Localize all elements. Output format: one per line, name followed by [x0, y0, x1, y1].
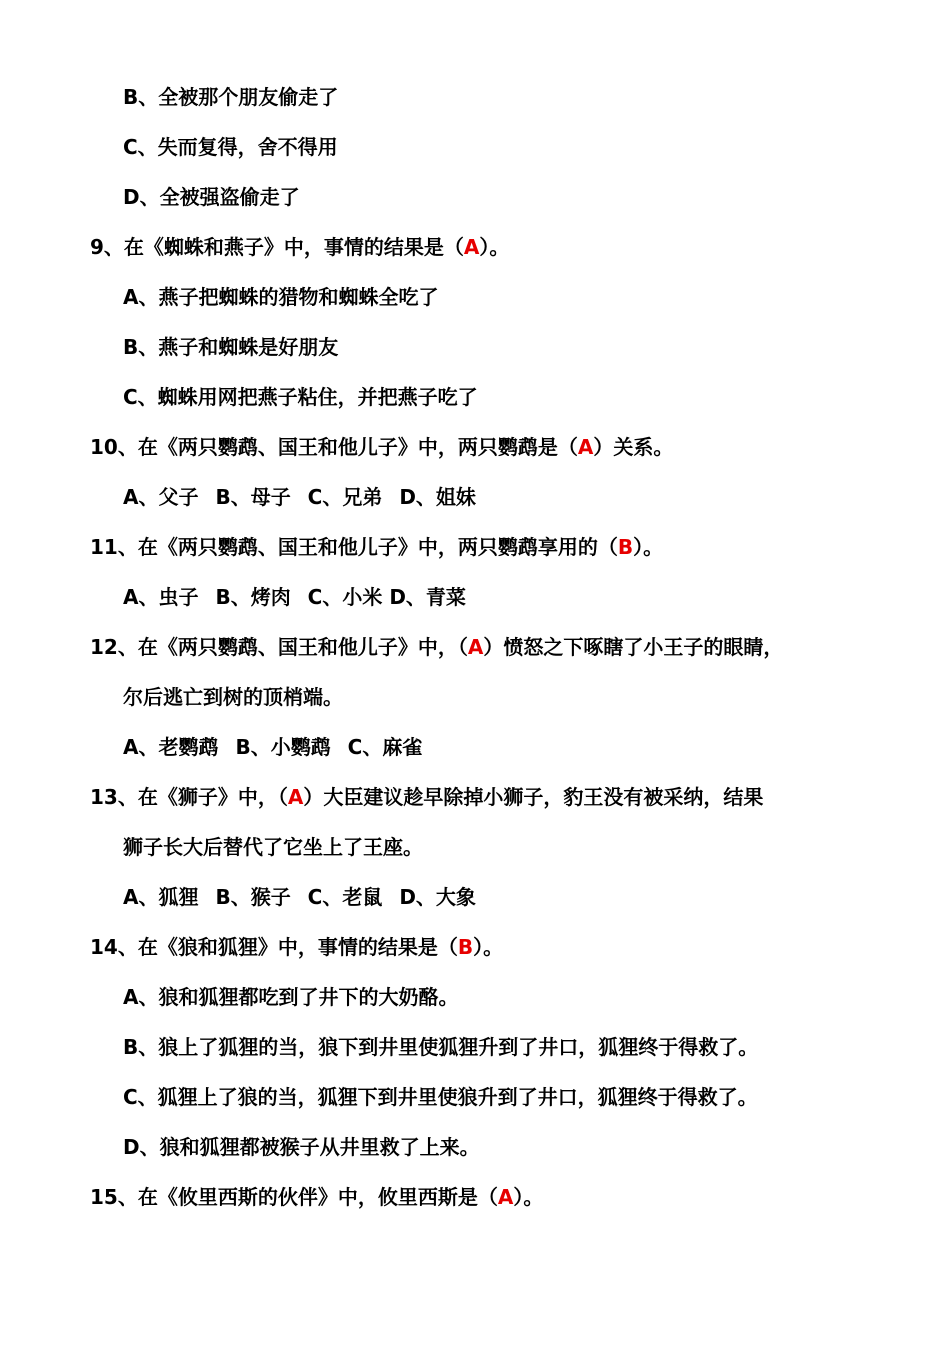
question-12-text: 12、在《两只鹦鹉、国王和他儿子》中，（ [90, 635, 468, 659]
q12-options [123, 733, 422, 761]
q13-option-c: C、老鼠 [307, 885, 383, 909]
question-13-suffix: ）大臣建议趁早除掉小狮子，豹王没有被采纳，结果 [303, 785, 764, 809]
q14-option-d: D、狼和狐狸都被猴子从井里救了上来。 [123, 1135, 480, 1159]
question-13-continuation: 狮子长大后替代了它坐上了王座。 [123, 835, 423, 859]
question-12 [90, 633, 783, 661]
q13-options [123, 883, 476, 911]
q12-option-a: A、老鹦鹉 [123, 735, 219, 759]
question-14-text: 14、在《狼和狐狸》中，事情的结果是（ [90, 935, 458, 959]
q9-option-b: B、燕子和蜘蛛是好朋友 [123, 335, 339, 359]
q11-option-a: A、虫子 [123, 585, 199, 609]
question-11-text: 11、在《两只鹦鹉、国王和他儿子》中，两只鹦鹉享用的（ [90, 535, 618, 559]
q11-options [123, 583, 466, 611]
question-14 [90, 933, 503, 961]
question-15 [90, 1183, 543, 1211]
question-15-answer: A [497, 1185, 514, 1209]
q9-option-a: A、燕子把蜘蛛的猎物和蜘蛛全吃了 [123, 285, 439, 309]
question-9-text: 9、在《蜘蛛和燕子》中，事情的结果是（ [90, 235, 464, 259]
question-15-text: 15、在《攸里西斯的伙伴》中，攸里西斯是（ [90, 1185, 498, 1209]
q8-option-b: B、全被那个朋友偷走了 [123, 85, 339, 109]
q14-option-c: C、狐狸上了狼的当，狐狸下到井里使狼升到了井口，狐狸终于得救了。 [123, 1085, 758, 1109]
q10-options [123, 483, 476, 511]
question-10 [90, 433, 673, 461]
q10-option-c: C、兄弟 [307, 485, 383, 509]
question-13-answer: A [287, 785, 304, 809]
question-12-continuation: 尔后逃亡到树的顶梢端。 [123, 685, 343, 709]
question-11-suffix: ）。 [633, 535, 664, 559]
question-9-suffix: ）。 [479, 235, 510, 259]
question-10-suffix: ）关系。 [593, 435, 674, 459]
q12-option-c: C、麻雀 [347, 735, 423, 759]
question-14-answer: B [457, 935, 474, 959]
question-13-text: 13、在《狮子》中，（ [90, 785, 288, 809]
question-15-suffix: ）。 [513, 1185, 544, 1209]
q12-option-b: B、小鹦鹉 [235, 735, 331, 759]
question-12-suffix: ）愤怒之下啄瞎了小王子的眼睛， [483, 635, 784, 659]
q11-option-c: C、小米 [307, 585, 383, 609]
question-12-answer: A [467, 635, 484, 659]
q14-option-a: A、狼和狐狸都吃到了井下的大奶酪。 [123, 985, 459, 1009]
question-11 [90, 533, 663, 561]
question-13 [90, 783, 763, 811]
q10-option-a: A、父子 [123, 485, 199, 509]
q11-option-d: D、青菜 [389, 585, 466, 609]
q9-option-c: C、蜘蛛用网把燕子粘住，并把燕子吃了 [123, 385, 478, 409]
q10-option-b: B、母子 [215, 485, 291, 509]
question-10-text: 10、在《两只鹦鹉、国王和他儿子》中，两只鹦鹉是（ [90, 435, 578, 459]
q13-option-b: B、猴子 [215, 885, 291, 909]
question-11-answer: B [617, 535, 634, 559]
q13-option-a: A、狐狸 [123, 885, 199, 909]
q10-option-d: D、姐妹 [399, 485, 476, 509]
q8-option-c: C、失而复得，舍不得用 [123, 135, 338, 159]
q14-option-b: B、狼上了狐狸的当，狼下到井里使狐狸升到了井口，狐狸终于得救了。 [123, 1035, 759, 1059]
question-10-answer: A [577, 435, 594, 459]
q11-option-b: B、烤肉 [215, 585, 291, 609]
question-9-answer: A [463, 235, 480, 259]
question-14-suffix: ）。 [473, 935, 504, 959]
q13-option-d: D、大象 [399, 885, 476, 909]
question-9 [90, 233, 509, 261]
q8-option-d: D、全被强盗偷走了 [123, 185, 300, 209]
